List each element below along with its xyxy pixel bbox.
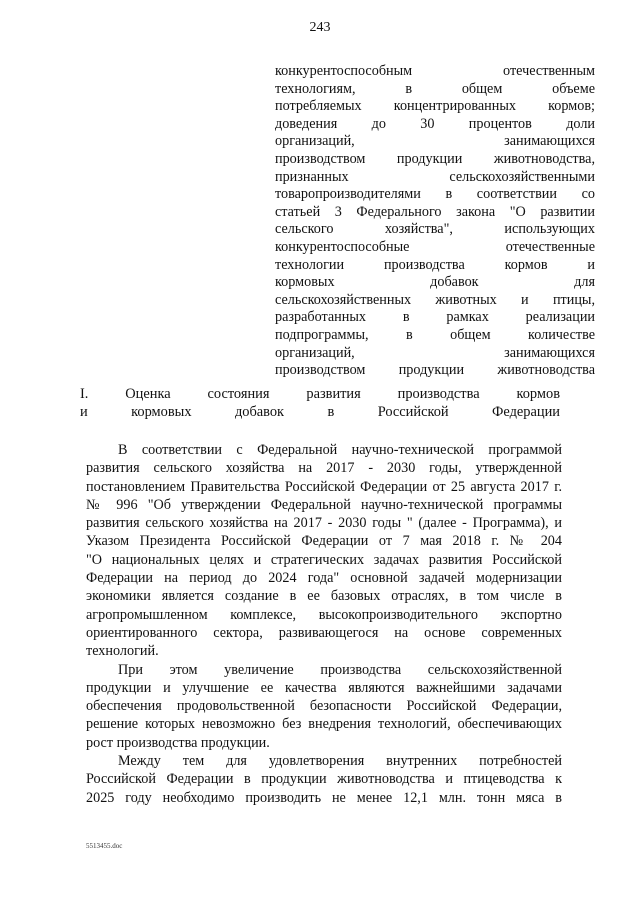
text-line: организаций, занимающихся bbox=[275, 344, 595, 361]
text-line: Федерации на период до 2024 года" основной задачей модернизации bbox=[86, 570, 562, 587]
text-line: подпрограммы, в общем количестве bbox=[275, 326, 595, 343]
text-line: развития сельского хозяйства на 2017 - 2030 годы, утвержденной bbox=[86, 460, 562, 477]
text-line: Между тем для удовлетворения внутренних потребностей bbox=[118, 753, 562, 770]
text-line: обеспечения продовольственной безопасности Российской Федерации, bbox=[86, 698, 562, 715]
text-line: потребляемых концентрированных кормов; bbox=[275, 98, 595, 115]
text-line: конкурентоспособные отечественные bbox=[275, 238, 595, 255]
text-line: конкурентоспособным отечественным bbox=[275, 63, 595, 79]
text-line: При этом увеличение производства сельскохозяйственной bbox=[118, 661, 562, 678]
text-line: Указом Президента Российской Федерации от 7 мая 2018 г. № 204 bbox=[86, 533, 562, 550]
text-line: признанных сельскохозяйственными bbox=[275, 168, 595, 185]
section-title bbox=[80, 385, 560, 421]
text-line: сельского хозяйства", использующих bbox=[275, 221, 595, 238]
continued-list-item bbox=[275, 63, 595, 380]
body-text bbox=[86, 441, 562, 807]
paragraph bbox=[86, 441, 562, 661]
text-line: сельскохозяйственных животных и птицы, bbox=[275, 291, 595, 308]
text-line: разработанных в рамках реализации bbox=[275, 309, 595, 326]
text-line: ориентированного сектора, развивающегося на основе современных bbox=[86, 624, 562, 641]
text-line: организаций, занимающихся bbox=[275, 133, 595, 150]
page-number: 243 bbox=[309, 20, 331, 35]
text-line: производством продукции животноводства, bbox=[275, 150, 595, 167]
text-line: технологий. bbox=[86, 643, 159, 660]
text-line: решение которых невозможно без внедрения технологий, обеспечивающих bbox=[86, 716, 562, 733]
text-line: технологии производства кормов и bbox=[275, 256, 595, 273]
text-line: агропромышленном комплексе, высокопроизводительного экспортно bbox=[86, 606, 562, 623]
text-line: технологиям, в общем объеме bbox=[275, 80, 595, 97]
text-line: экономики является создание в ее базовых отраслях, в том числе в bbox=[86, 588, 562, 605]
text-line: "О национальных целях и стратегических задачах развития Российской bbox=[86, 551, 562, 568]
section-title-line: I. Оценка состояния развития производства кормов bbox=[80, 386, 560, 402]
text-line: № 996 "Об утверждении Федеральной научно-технической программы bbox=[86, 496, 562, 513]
section-title-line: и кормовых добавок в Российской Федерации bbox=[80, 404, 560, 420]
text-line: статьей 3 Федерального закона "О развитии bbox=[275, 203, 595, 220]
text-line: товаропроизводителями в соответствии со bbox=[275, 186, 595, 203]
text-line: доведения до 30 процентов доли bbox=[275, 115, 595, 132]
paragraph bbox=[86, 661, 562, 752]
text-line: производством продукции животноводства bbox=[275, 362, 595, 379]
text-line: развития сельского хозяйства на 2017 - 2030 годы " (далее - Программа), и bbox=[86, 515, 562, 532]
text-line: постановлением Правительства Российской Федерации от 25 августа 2017 г. bbox=[86, 478, 562, 495]
paragraph bbox=[86, 752, 562, 807]
text-line: В соответствии с Федеральной научно-технической программой bbox=[118, 442, 562, 458]
text-line: рост производства продукции. bbox=[86, 734, 270, 751]
text-line: 2025 году необходимо производить не менее 12,1 млн. тонн мяса в bbox=[86, 789, 562, 806]
document-filename: 5513455.doc bbox=[86, 842, 123, 850]
text-line: продукции и улучшение ее качества являются важнейшими задачами bbox=[86, 679, 562, 696]
text-line: кормовых добавок для bbox=[275, 274, 595, 291]
text-line: Российской Федерации в продукции животноводства и птицеводства к bbox=[86, 771, 562, 788]
